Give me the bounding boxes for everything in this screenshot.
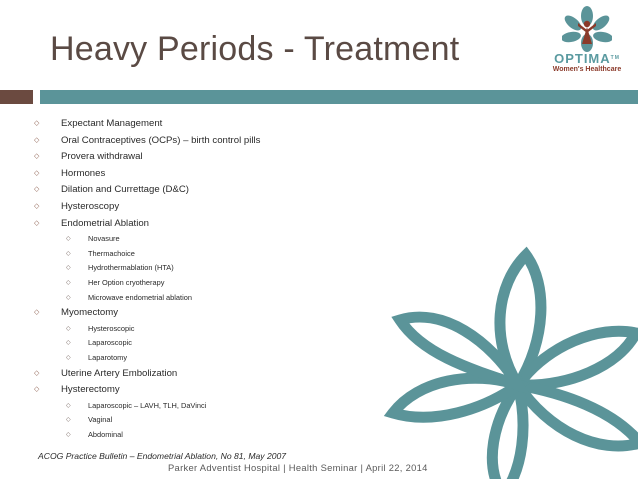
bullet-item	[34, 199, 260, 216]
sub-bullet-item	[66, 247, 260, 262]
optima-lotus-icon	[562, 6, 612, 52]
sub-bullet-item	[66, 261, 260, 276]
sub-bullet-text: Laparoscopic	[88, 338, 132, 348]
bullet-text: Hysterectomy	[61, 384, 120, 396]
sub-bullet-item	[66, 336, 260, 351]
bullet-item	[34, 166, 260, 183]
diamond-bullet-icon: ◇	[66, 431, 71, 438]
sub-bullet-item	[66, 232, 260, 247]
sub-bullet-text: Microwave endometrial ablation	[88, 292, 192, 302]
bullet-text: Myomectomy	[61, 307, 119, 319]
sub-bullet-item	[66, 276, 260, 291]
sub-bullet-text: Hysteroscopic	[88, 323, 135, 333]
sub-bullet-text: Thermachoice	[88, 248, 135, 258]
bullet-text: Dilation and Currettage (D&C)	[61, 184, 189, 196]
diamond-bullet-icon: ◇	[34, 136, 40, 144]
diamond-bullet-icon: ◇	[66, 250, 71, 257]
sub-bullet-item	[66, 399, 260, 414]
diamond-bullet-icon: ◇	[34, 186, 40, 194]
bullet-item	[34, 133, 260, 150]
page-title: Heavy Periods - Treatment	[50, 30, 460, 68]
diamond-bullet-icon: ◇	[34, 202, 40, 210]
sub-bullet-list	[61, 232, 260, 305]
logo	[548, 6, 626, 90]
sub-bullet-list	[61, 322, 260, 366]
bullet-list	[34, 116, 260, 442]
bullet-text: Hysteroscopy	[61, 200, 120, 212]
trademark: TM	[610, 55, 620, 61]
bullet-text: Uterine Artery Embolization	[61, 367, 178, 379]
sub-bullet-item	[66, 413, 260, 428]
diamond-bullet-icon: ◇	[66, 354, 71, 361]
diamond-bullet-icon: ◇	[34, 153, 40, 161]
sub-bullet-text: Novasure	[88, 234, 120, 244]
sub-bullet-text: Laparotomy	[88, 352, 128, 362]
diamond-bullet-icon: ◇	[34, 120, 40, 127]
bullet-text: Endometrial Ablation	[61, 217, 149, 229]
diamond-bullet-icon: ◇	[66, 279, 71, 286]
diamond-bullet-icon: ◇	[66, 325, 71, 332]
bullet-text: Hormones	[61, 167, 106, 179]
sub-bullet-text: Vaginal	[88, 415, 113, 425]
header-accent-bar-brown	[0, 90, 33, 104]
bullet-item	[34, 216, 260, 306]
bullet-text: Provera withdrawal	[61, 151, 143, 163]
bullet-item	[34, 182, 260, 199]
sub-bullet-item	[66, 428, 260, 443]
diamond-bullet-icon: ◇	[66, 417, 71, 424]
diamond-bullet-icon: ◇	[34, 309, 40, 317]
diamond-bullet-icon: ◇	[66, 265, 71, 272]
bullet-item	[34, 382, 260, 442]
diamond-bullet-icon: ◇	[66, 340, 71, 347]
diamond-bullet-icon: ◇	[34, 219, 40, 227]
logo-name: OPTIMA™	[554, 51, 620, 66]
diamond-bullet-icon: ◇	[34, 369, 40, 377]
reference-citation: ACOG Practice Bulletin – Endometrial Ablation, No 81, May 2007	[38, 451, 287, 461]
sub-bullet-item	[66, 351, 260, 366]
bullet-item	[34, 149, 260, 166]
bullet-text: Oral Contraceptives (OCPs) – birth control pills	[61, 134, 261, 146]
sub-bullet-item	[66, 322, 260, 337]
sub-bullet-text: Abdominal	[88, 429, 123, 439]
bullet-text: Expectant Management	[61, 118, 163, 129]
sub-bullet-text: Laparoscopic – LAVH, TLH, DaVinci	[88, 400, 207, 410]
diamond-bullet-icon: ◇	[34, 169, 40, 177]
bullet-item	[34, 116, 260, 133]
logo-tagline: Women's Healthcare	[552, 66, 622, 73]
diamond-bullet-icon: ◇	[66, 294, 71, 301]
bullet-item	[34, 305, 260, 365]
header-accent-bar-teal	[40, 90, 638, 104]
bullet-item	[34, 366, 260, 383]
footer: Parker Adventist Hospital | Health Seminar | April 22, 2014	[168, 462, 428, 473]
diamond-bullet-icon: ◇	[66, 236, 71, 243]
sub-bullet-text: Hydrothermablation (HTA)	[88, 263, 174, 273]
sub-bullet-text: Her Option cryotherapy	[88, 277, 165, 287]
diamond-bullet-icon: ◇	[66, 402, 71, 409]
sub-bullet-item	[66, 291, 260, 306]
diamond-bullet-icon: ◇	[34, 386, 40, 394]
sub-bullet-list	[61, 399, 260, 443]
